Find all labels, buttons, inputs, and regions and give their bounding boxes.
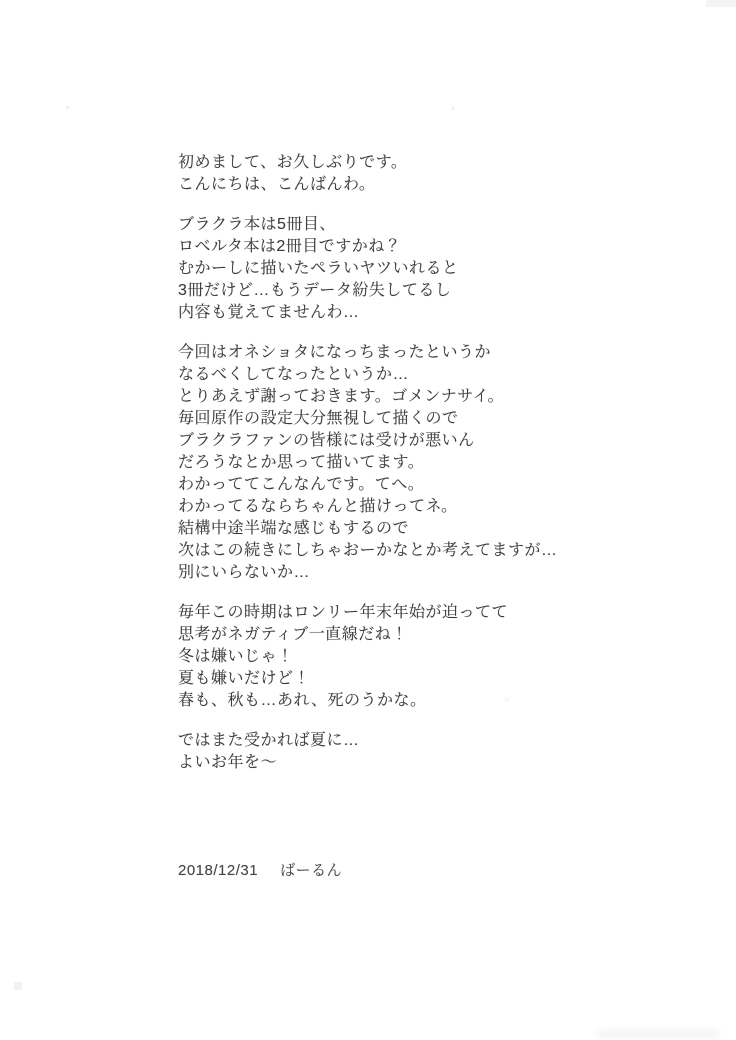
text-line: なるべくしてなったというか…: [178, 366, 410, 383]
text-line: むかーしに描いたペラいヤツいれると: [178, 260, 459, 277]
text-line: ロベルタ本は2冊目ですかね？: [178, 238, 402, 255]
text-line: 内容も覚えてませんわ…: [178, 304, 360, 321]
text-line: 別にいらないか…: [178, 564, 311, 581]
text-line: 3冊だけど…もうデータ紛失してるし: [178, 282, 452, 299]
signature: [178, 860, 648, 882]
text-line: 結構中途半端な感じもするので: [178, 520, 410, 537]
text-line: よいお年を～: [178, 754, 278, 771]
text-line: 春も、秋も…あれ、死のうかな。: [178, 692, 427, 709]
paragraph-greeting: [178, 152, 648, 196]
signature-author: ばーるん: [280, 862, 343, 879]
paragraph-farewell: [178, 730, 648, 774]
text-line: 毎年この時期はロンリー年末年始が迫ってて: [178, 604, 509, 621]
text-line: 冬は嫌いじゃ！: [178, 648, 294, 665]
signature-date: 2018/12/31: [178, 862, 259, 879]
scan-artifact: [66, 106, 69, 109]
paragraph-book-count: [178, 214, 648, 324]
text-line: わかってるならちゃんと描けってネ。: [178, 498, 458, 515]
scan-artifact: [14, 982, 22, 990]
scan-artifact: [706, 0, 736, 7]
paragraph-apology: [178, 342, 648, 584]
text-line: 思考がネガティブ一直線だね！: [178, 626, 408, 643]
scan-artifact: [452, 107, 454, 110]
text-line: ではまた受かれば夏に…: [178, 732, 360, 749]
text-line: 今回はオネショタになっちまったというか: [178, 344, 492, 361]
paragraph-seasons: [178, 602, 648, 712]
text-line: ブラクラ本は5冊目、: [178, 216, 336, 233]
text-line: 毎回原作の設定大分無視して描くので: [178, 410, 459, 427]
text-line: こんにちは、こんばんわ。: [178, 176, 376, 193]
text-line: 次はこの続きにしちゃおーかなとか考えてますが…: [178, 542, 558, 559]
text-line: とりあえず謝っておきます。ゴメンナサイ。: [178, 388, 505, 405]
text-line: 夏も嫌いだけど！: [178, 670, 311, 687]
text-line: わかっててこんなんです。てへ。: [178, 476, 425, 493]
text-line: ブラクラファンの皆様には受けが悪いん: [178, 432, 475, 449]
text-line: だろうなとか思って描いてます。: [178, 454, 425, 471]
afterword-text: [178, 152, 648, 882]
scan-artifact: [598, 1030, 718, 1038]
text-line: 初めまして、お久しぶりです。: [178, 154, 408, 171]
